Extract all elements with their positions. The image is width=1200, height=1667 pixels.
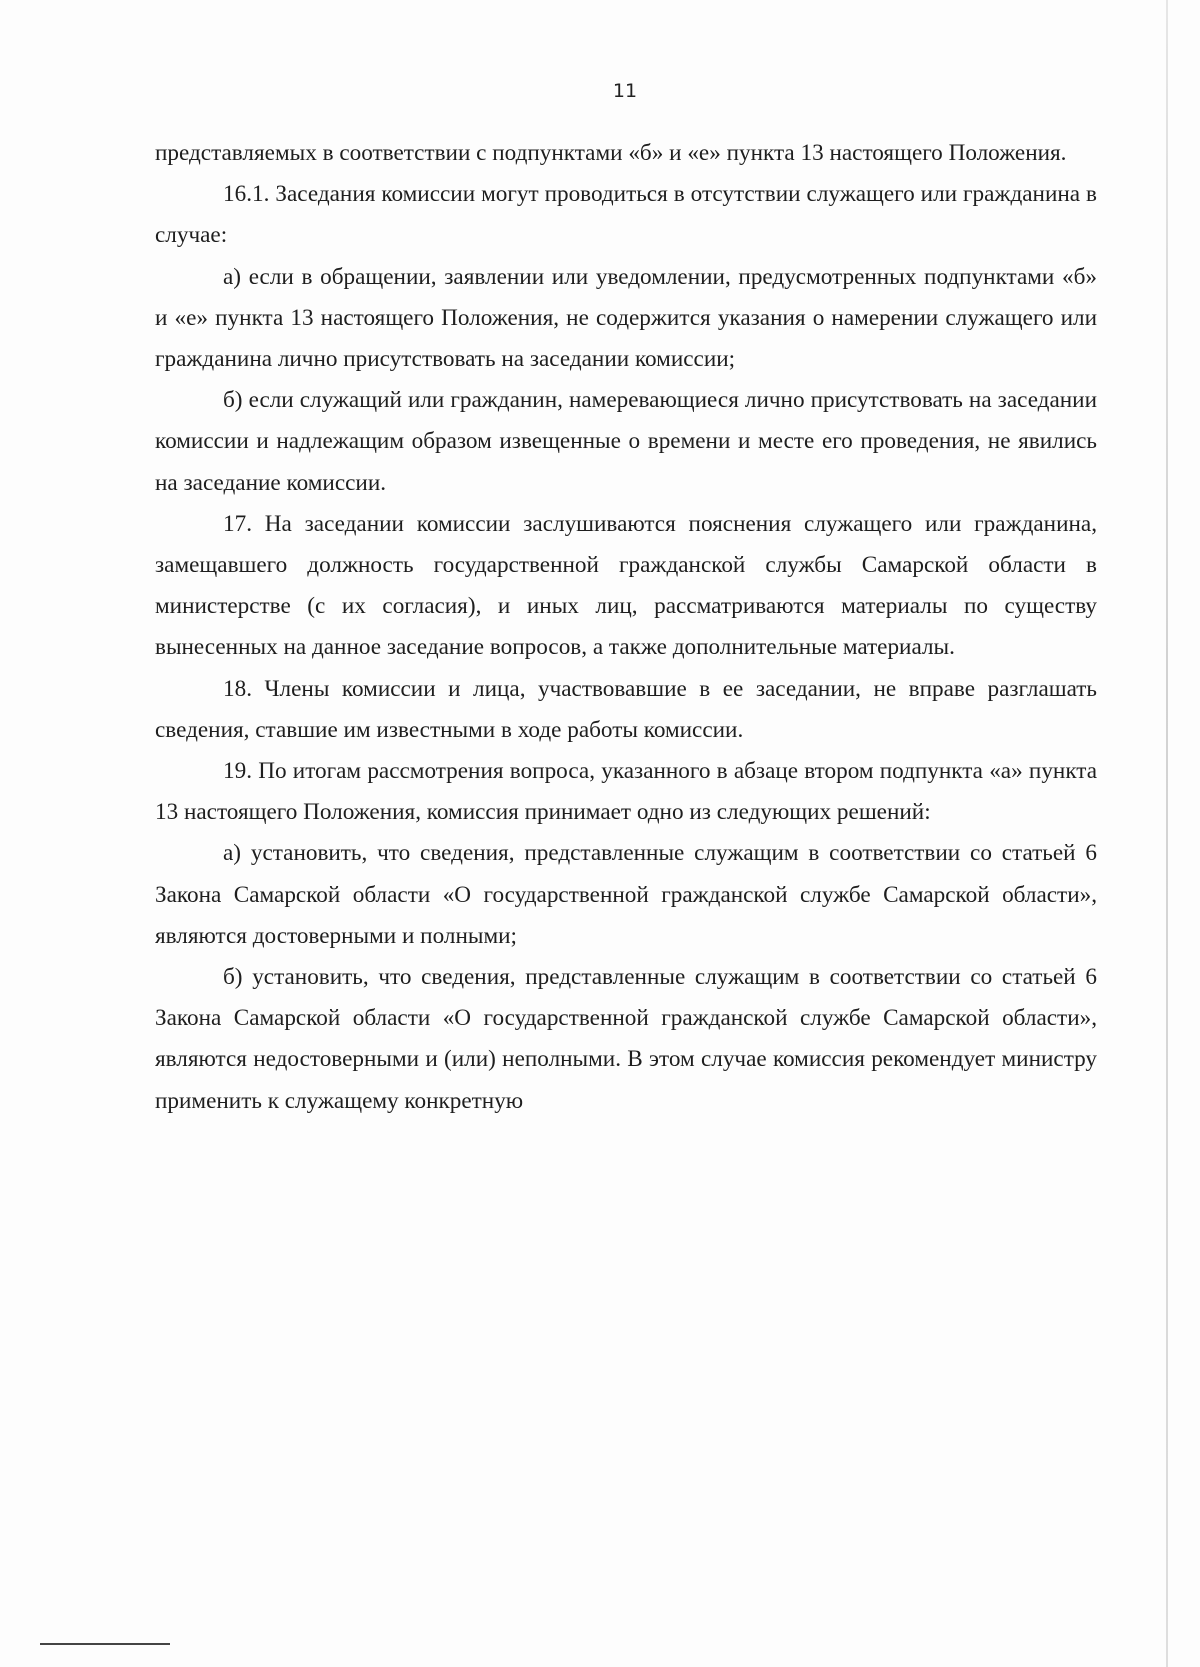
- scan-edge-shadow: [1166, 0, 1168, 1667]
- paragraph-16-1-a: а) если в обращении, заявлении или уведомлении, предусмотренных подпунктами «б» и «е» пункта 13 настоящего Положения, не содержится указания о намерении служащего или гражданина лично присутствовать на заседании комиссии;: [155, 263, 1097, 373]
- paragraph-17: 17. На заседании комиссии заслушиваются пояснения служащего или гражданина, замещавшего должность государственной гражданской службы Самарской области в министерстве (с их согласия), и иных лиц, рассматриваются материалы по существу вынесенных на данное заседание вопросов, а также дополнительные материалы.: [155, 510, 1097, 661]
- paragraph-16-1: 16.1. Заседания комиссии могут проводиться в отсутствии служащего или гражданина в случае:: [155, 181, 1097, 249]
- paragraph-19: 19. По итогам рассмотрения вопроса, указанного в абзаце втором подпункта «а» пункта 13 настоящего Положения, комиссия принимает одно из следующих решений:: [155, 758, 1097, 826]
- paragraph-18: 18. Члены комиссии и лица, участвовавшие в ее заседании, не вправе разглашать сведения, ставшие им известными в ходе работы комиссии.: [155, 675, 1097, 743]
- paragraph-16-1-b: б) если служащий или гражданин, намеревающиеся лично присутствовать на заседании комиссии и надлежащим образом извещенные о времени и месте его проведения, не явились на заседание комиссии.: [155, 387, 1097, 496]
- page-number: 11: [612, 80, 638, 102]
- paragraph-continuation: представляемых в соответствии с подпунктами «б» и «е» пункта 13 настоящего Положения.: [155, 140, 1067, 166]
- paragraph-19-a: а) установить, что сведения, представленные служащим в соответствии со статьей 6 Закона Самарской области «О государственной гражданской службе Самарской области», являются достоверными и полными;: [155, 840, 1097, 949]
- document-body: [155, 133, 1097, 1122]
- paragraph-19-b: б) установить, что сведения, представленные служащим в соответствии со статьей 6 Закона Самарской области «О государственной гражданской службе Самарской области», являются недостоверными и (или) неполными. В этом случае комиссия рекомендует министру применить к служащему конкретную: [155, 964, 1097, 1114]
- footnote-separator: [40, 1643, 170, 1645]
